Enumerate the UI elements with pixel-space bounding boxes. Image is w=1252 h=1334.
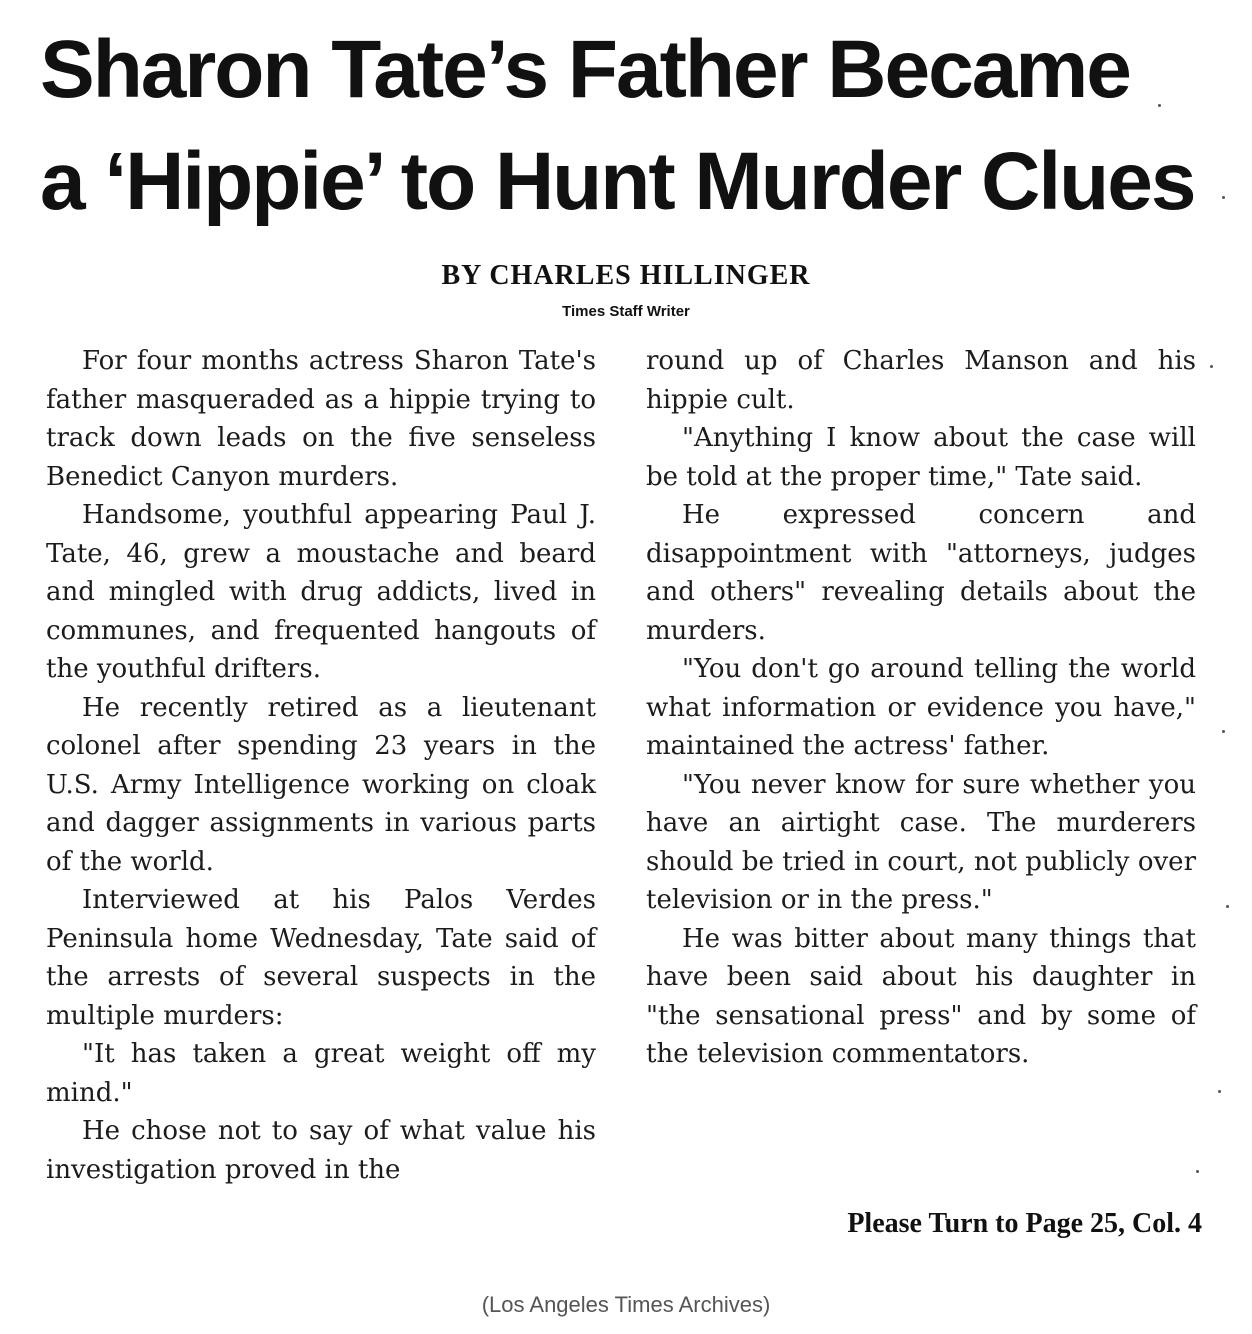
paragraph: He expressed concern and disappointment with "attorneys, judges and others" revealing details about the murders. <box>646 500 1196 646</box>
headline <box>40 14 1220 238</box>
paragraph: He was bitter about many things that have been said about his daughter in "the sensational press" and by some of the television commentators. <box>646 923 1196 1069</box>
byline: BY CHARLES HILLINGER <box>441 260 811 291</box>
paragraph: "It has taken a great weight off my mind." <box>46 1039 596 1108</box>
paragraph: He chose not to say of what value his investigation proved in the <box>46 1116 596 1185</box>
paragraph: He recently retired as a lieutenant colonel after spending 23 years in the U.S. Army Intelligence working on cloak and dagger assignments in various parts of the world. <box>46 692 596 877</box>
print-speck <box>1158 104 1161 107</box>
print-speck <box>1218 1090 1221 1093</box>
print-speck <box>1222 196 1225 199</box>
left-column <box>46 342 596 1189</box>
paragraph: "You never know for sure whether you have an airtight case. The murderers should be tried in court, not publicly over television or in the press." <box>646 769 1196 915</box>
paragraph: Handsome, youthful appearing Paul J. Tate, 46, grew a moustache and beard and mingled with drug addicts, lived in communes, and frequented hangouts of the youthful drifters. <box>46 500 596 684</box>
right-column <box>646 342 1196 1074</box>
byline-role: Times Staff Writer <box>562 303 690 320</box>
continued-notice: Please Turn to Page 25, Col. 4 <box>847 1208 1202 1239</box>
print-speck <box>1222 730 1225 733</box>
paragraph: "You don't go around telling the world what information or evidence you have," maintained the actress' father. <box>646 654 1196 761</box>
headline-line-2: a ‘Hippie’ to Hunt Murder Clues <box>40 136 1195 227</box>
paragraph: "Anything I know about the case will be told at the proper time," Tate said. <box>646 423 1196 492</box>
headline-line-1: Sharon Tate’s Father Became <box>40 24 1130 115</box>
print-speck <box>1196 1170 1199 1173</box>
paragraph: round up of Charles Manson and his hippie cult. <box>646 346 1196 415</box>
paragraph: Interviewed at his Palos Verdes Peninsula home Wednesday, Tate said of the arrests of several suspects in the multiple murders: <box>46 885 596 1031</box>
paragraph: For four months actress Sharon Tate's father masqueraded as a hippie trying to track down leads on the five senseless Benedict Canyon murders. <box>46 346 596 492</box>
photo-caption: (Los Angeles Times Archives) <box>481 1292 771 1317</box>
print-speck <box>1226 905 1229 908</box>
print-speck <box>1210 365 1213 368</box>
